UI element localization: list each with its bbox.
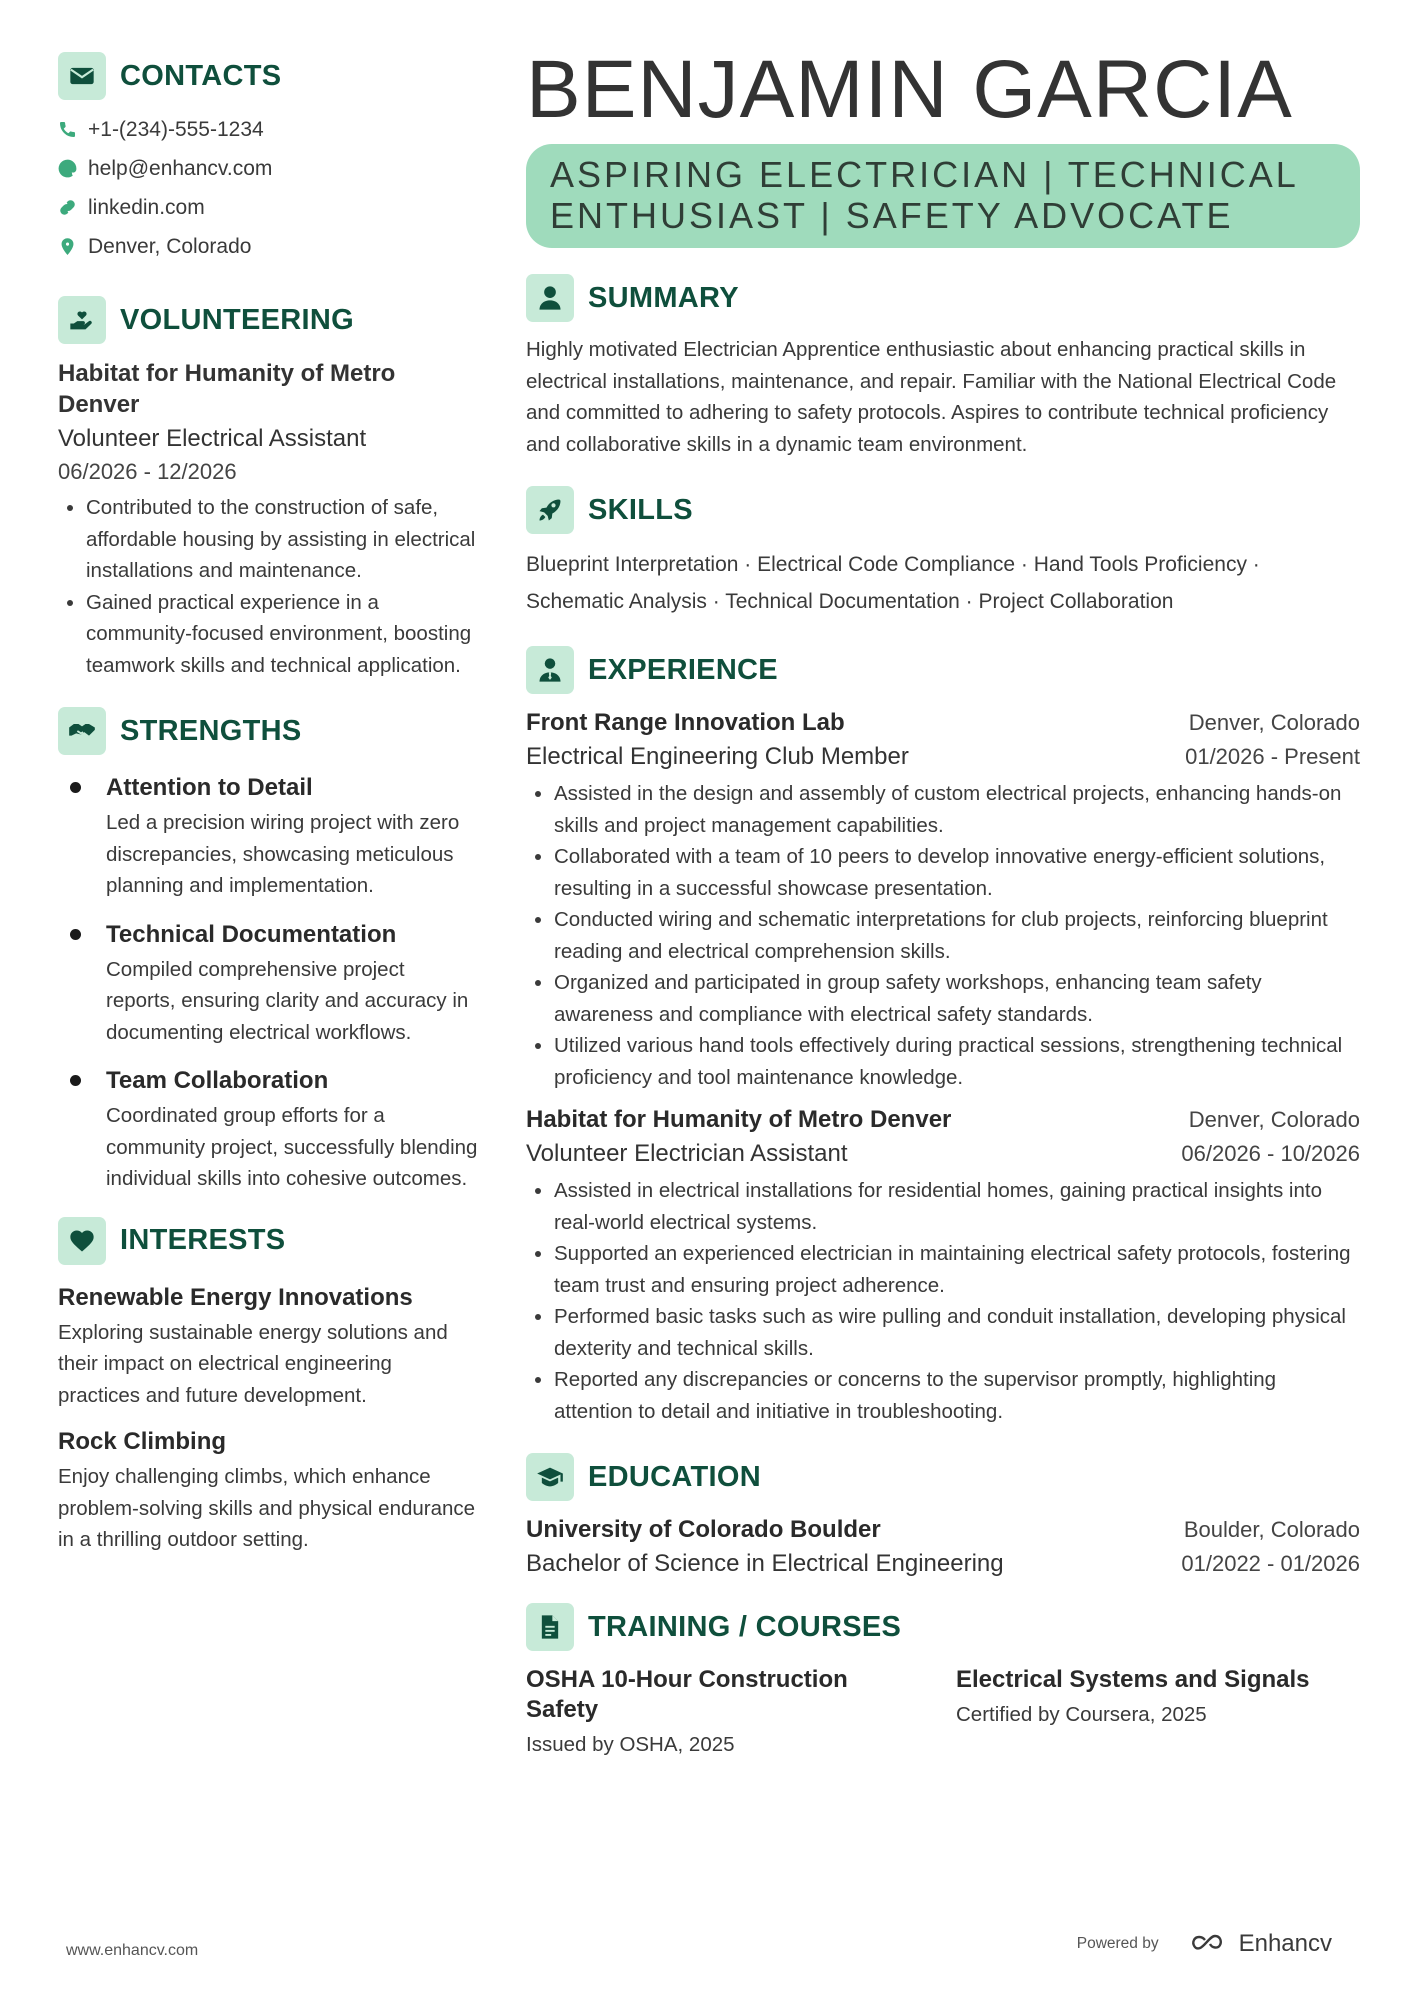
powered-by-label: Powered by [1076,1935,1159,1952]
bullet-dot [70,929,81,940]
volunteering-role: Volunteer Electrical Assistant [58,425,367,452]
contact-email-text: help@enhancv.com [88,156,273,180]
job-location: Denver, Colorado [1188,710,1360,735]
education-location: Boulder, Colorado [1183,1517,1360,1542]
interest-desc: Enjoy challenging climbs, which enhance problem-solving skills and physical endurance in a thrilling outdoor setting. [58,1465,476,1551]
job-entry [526,706,1360,1093]
education-entry [526,1513,1360,1581]
candidate-name: BENJAMIN GARCIA [526,44,1293,135]
list-item: • Reported any discrepancies or concerns to the supervisor promptly, highlighting attention to detail and initiative in troubleshooting. [554,1364,1360,1427]
strengths-header [58,707,478,755]
bullet-dot [70,1075,81,1086]
phone-icon [58,120,77,139]
interest-desc: Exploring sustainable energy solutions and their impact on electrical engineering practices and future development. [58,1320,448,1407]
job-bullets [526,778,1360,1093]
link-icon [58,198,77,217]
interest-title: Rock Climbing [58,1428,227,1455]
strength-title: Attention to Detail [106,774,313,801]
volunteering-bullets [58,492,478,681]
job-role: Volunteer Electrician Assistant [526,1140,848,1167]
volunteering-title: VOLUNTEERING [120,303,354,336]
list-item: • Gained practical experience in a community-focused environment, boosting teamwork skills and technical application. [86,587,478,682]
list-item: • Assisted in the design and assembly of custom electrical projects, enhancing hands-on skills and project management capabilities. [554,778,1360,841]
course-item [526,1665,926,1760]
tagline-banner: ASPIRING ELECTRICIAN | TECHNICAL ENTHUSIAST | SAFETY ADVOCATE [526,144,1360,248]
job-org: Habitat for Humanity of Metro Denver [526,1106,952,1133]
interests-header [58,1217,478,1265]
map-pin-icon [58,237,77,256]
envelope-icon [58,52,106,100]
job-bullets [526,1175,1360,1427]
education-title: EDUCATION [588,1460,761,1493]
education-header [526,1453,1360,1501]
strength-desc: Compiled comprehensive project reports, ensuring clarity and accuracy in documenting electrical workflows. [106,957,469,1044]
strength-item [58,771,478,902]
enhancv-logo-icon [1185,1932,1231,1956]
strength-title: Team Collaboration [106,1067,329,1094]
job-role: Electrical Engineering Club Member [526,743,909,770]
list-item: • Collaborated with a team of 10 peers to develop innovative energy-efficient solutions, resulting in a successful showcase presentation. [554,841,1360,904]
experience-title: EXPERIENCE [588,653,778,686]
job-dates: 06/2026 - 10/2026 [1181,1141,1360,1166]
skills-title: SKILLS [588,493,693,526]
job-location: Denver, Colorado [1188,1107,1360,1132]
user-icon [526,274,574,322]
course-item [956,1665,1360,1760]
bullet-dot [70,782,81,793]
contacts-title: CONTACTS [120,59,282,92]
summary-text: Highly motivated Electrician Apprentice enthusiastic about enhancing practical skills in electrical installations, maintenance, and repair. Familiar with the National Electrical Code and committed to adhering to safety protocols. Aspires to contribute technical proficiency and collaborative skills in a dynamic team environment. [526,338,1337,456]
interest-title: Renewable Energy Innovations [58,1283,413,1311]
contact-linkedin-text: linkedin.com [88,195,205,219]
summary-header [526,274,1360,322]
contact-linkedin[interactable] [58,188,478,227]
list-item: • Performed basic tasks such as wire pulling and conduit installation, developing physical dexterity and technical skills. [554,1301,1360,1364]
list-item: • Supported an experienced electrician in maintaining electrical safety protocols, fostering team trust and ensuring project adherence. [554,1238,1360,1301]
right-column [526,44,1360,1760]
interests-title: INTERESTS [120,1224,286,1256]
job-dates: 01/2026 - Present [1185,744,1360,769]
training-header [526,1603,1360,1651]
course-title: OSHA 10-Hour Construction Safety [526,1666,848,1723]
experience-header [526,646,1360,694]
summary-title: SUMMARY [588,281,739,314]
document-icon [526,1603,574,1651]
skills-list [526,546,1360,620]
graduation-cap-icon [526,1453,574,1501]
strength-item [58,918,478,1049]
contact-location-text: Denver, Colorado [88,234,252,258]
list-item: • Assisted in electrical installations for residential homes, gaining practical insights into real-world electrical systems. [554,1175,1360,1238]
list-item: • Utilized various hand tools effectively during practical sessions, strengthening technical proficiency and tool maintenance knowledge. [554,1030,1360,1093]
education-school: University of Colorado Boulder [526,1516,881,1543]
job-entry [526,1103,1360,1427]
strength-desc: Coordinated group efforts for a community project, successfully blending individual skills into cohesive outcomes. [106,1104,478,1190]
contact-phone-text: +1-(234)-555-1234 [88,117,264,141]
left-column [58,52,478,1556]
courses-list [526,1665,1360,1760]
contact-phone[interactable] [58,110,478,149]
list-item: • Contributed to the construction of safe, affordable housing by assisting in electrical installations and maintenance. [86,492,478,587]
strength-item [58,1064,478,1195]
briefcase-user-icon [526,646,574,694]
skills-line: Blueprint Interpretation · Electrical Code Compliance · Hand Tools Proficiency · [526,553,1260,576]
education-degree: Bachelor of Science in Electrical Engineering [526,1550,1004,1577]
course-title: Electrical Systems and Signals [956,1666,1310,1693]
skills-header [526,486,1360,534]
skills-line: Schematic Analysis · Technical Documentation · Project Collaboration [526,590,1174,613]
job-org: Front Range Innovation Lab [526,709,845,736]
course-issuer: Certified by Coursera, 2025 [956,1703,1207,1726]
contacts-header [58,52,478,100]
handshake-icon [58,707,106,755]
strength-title: Technical Documentation [106,920,397,948]
hand-heart-icon [58,296,106,344]
list-item: • Organized and participated in group safety workshops, enhancing team safety awareness and compliance with electrical safety standards. [554,967,1360,1030]
contact-email[interactable] [58,149,478,188]
footer-branding [1077,1930,1332,1958]
rocket-icon [526,486,574,534]
volunteering-org: Habitat for Humanity of Metro Denver [58,360,396,418]
contact-location [58,227,478,266]
course-issuer: Issued by OSHA, 2025 [526,1733,735,1756]
training-title: TRAINING / COURSES [588,1610,902,1643]
education-dates: 01/2022 - 01/2026 [1181,1551,1360,1576]
volunteering-dates: 06/2026 - 12/2026 [58,459,237,484]
at-icon [58,159,77,178]
enhancv-brand-text: Enhancv [1238,1930,1332,1957]
footer-website[interactable]: www.enhancv.com [66,1942,199,1959]
list-item: • Conducted wiring and schematic interpretations for club projects, reinforcing blueprint reading and electrical comprehension skills. [554,904,1360,967]
strength-desc: Led a precision wiring project with zero discrepancies, showcasing meticulous planning and implementation. [106,811,460,897]
volunteering-header [58,296,478,344]
strengths-title: STRENGTHS [120,714,302,747]
heart-icon [58,1217,106,1265]
enhancv-brand[interactable] [1185,1930,1332,1958]
